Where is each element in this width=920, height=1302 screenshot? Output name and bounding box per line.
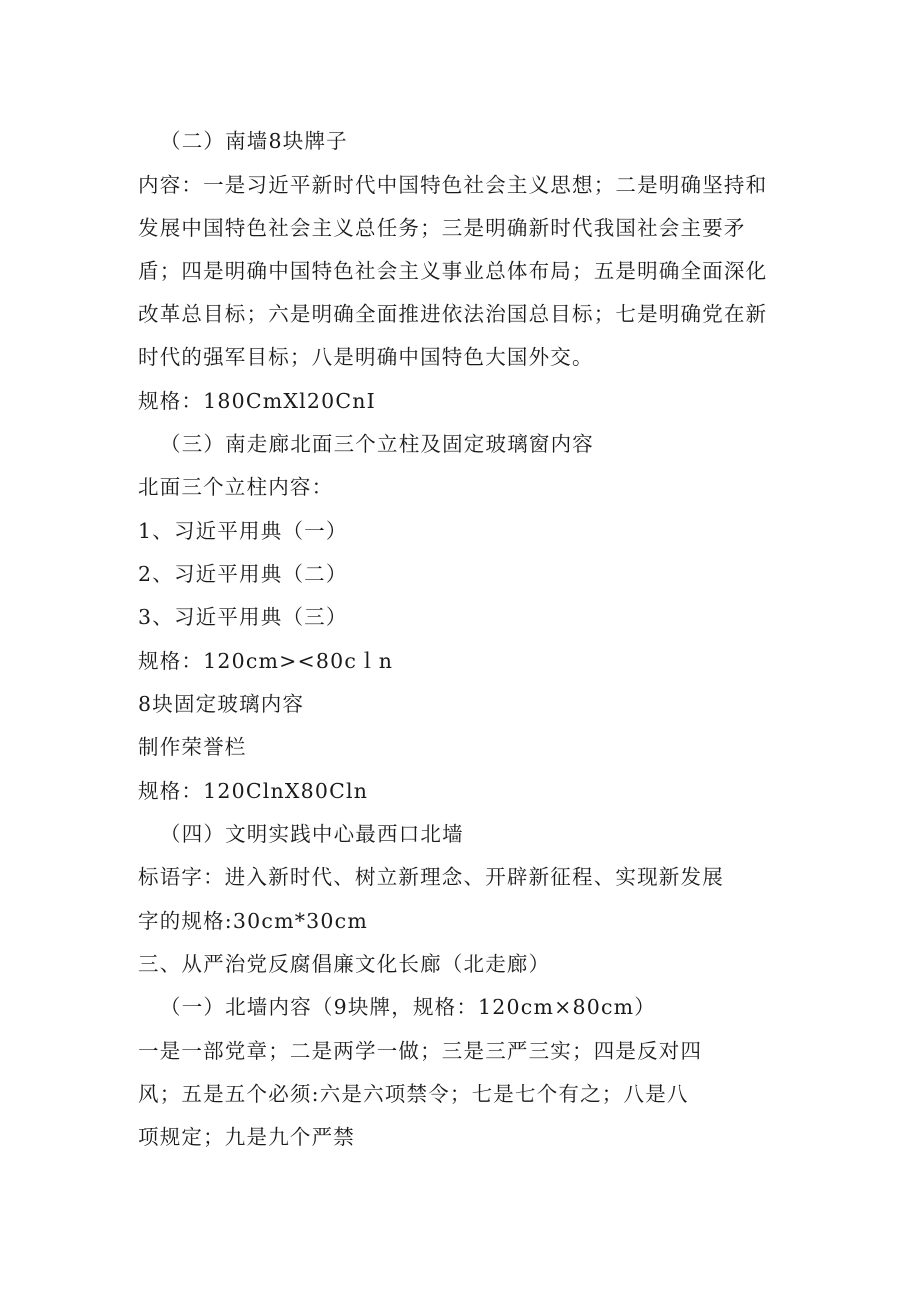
- spec-line: 规格：120ClnX80Cln: [138, 779, 369, 803]
- paragraph-line: 制作荣誉栏: [138, 735, 247, 759]
- paragraph-line: 北面三个立柱内容：: [138, 475, 334, 499]
- paragraph-line: 内容：一是习近平新时代中国特色社会主义思想；二是明确坚持和: [138, 173, 768, 197]
- section-heading-south-wall: （二）南墙8块牌子: [160, 129, 348, 153]
- paragraph-line: 盾；四是明确中国特色社会主义事业总体布局；五是明确全面深化: [138, 259, 768, 283]
- chapter-heading: 三、从严治党反腐倡廉文化长廊（北走廊）: [138, 952, 551, 976]
- spec-line: 规格：180CmXl20CnI: [138, 389, 376, 413]
- paragraph-line: 项规定；九是九个严禁: [138, 1125, 355, 1149]
- paragraph-line: 一是一部党章；二是两学一做；三是三严三实；四是反对四: [138, 1039, 703, 1063]
- paragraph-line: 标语字：进入新时代、树立新理念、开辟新征程、实现新发展: [138, 865, 724, 889]
- spec-line: 字的规格:30cm*30cm: [138, 909, 368, 933]
- paragraph-line: 发展中国特色社会主义总任务；三是明确新时代我国社会主要矛: [138, 216, 746, 240]
- spec-line: 规格：120cm><80cｌn: [138, 649, 394, 673]
- section-heading-south-corridor: （三）南走廊北面三个立柱及固定玻璃窗内容: [160, 432, 594, 456]
- paragraph-line: 风；五是五个必须:六是六项禁令；七是七个有之；八是八: [138, 1082, 689, 1106]
- paragraph-line: 时代的强军目标；八是明确中国特色大国外交。: [138, 345, 594, 369]
- paragraph-line: 8块固定玻璃内容: [138, 692, 305, 716]
- paragraph-line: 改革总目标；六是明确全面推进依法治国总目标；七是明确党在新: [138, 302, 768, 326]
- section-heading-north-wall-west: （四）文明实践中心最西口北墙: [160, 822, 464, 846]
- list-item: 3、习近平用典（三）: [138, 605, 348, 629]
- list-item: 1、习近平用典（一）: [138, 519, 348, 543]
- section-heading-north-wall: （一）北墙内容（9块牌，规格：120cm×80cm）: [160, 995, 656, 1019]
- list-item: 2、习近平用典（二）: [138, 562, 348, 586]
